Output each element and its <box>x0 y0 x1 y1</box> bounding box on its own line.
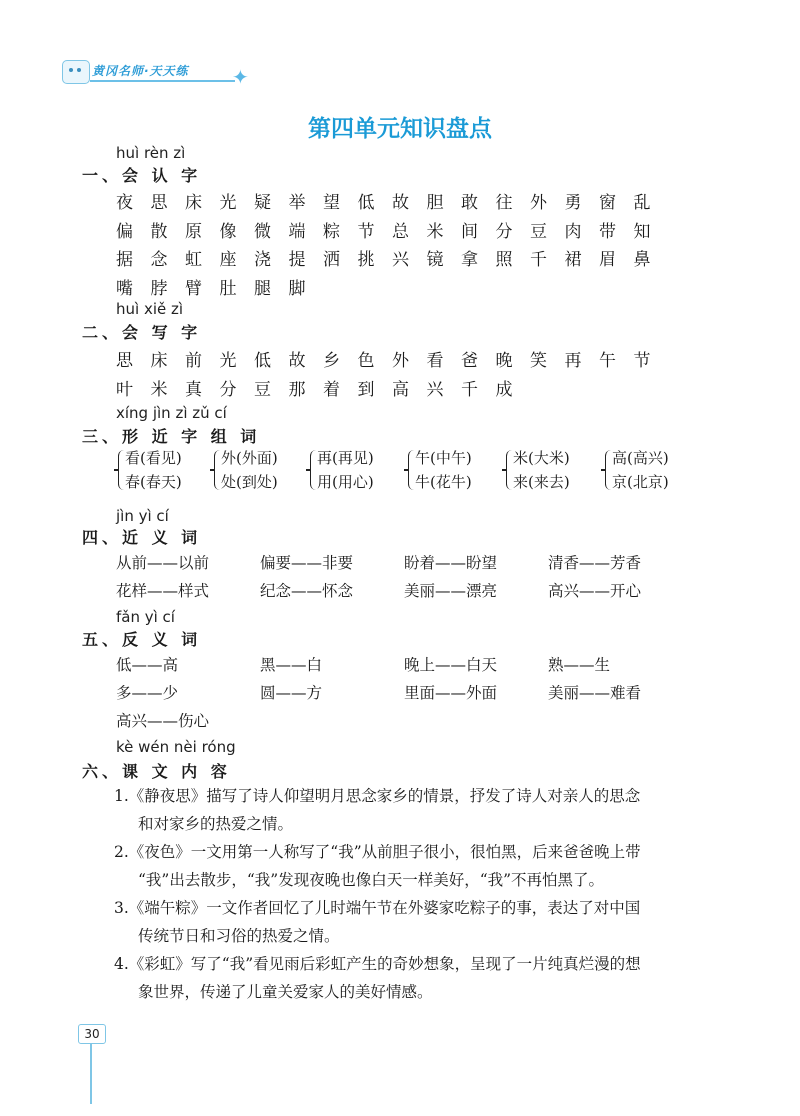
char-item: 米 <box>426 221 444 242</box>
word-pair-row <box>116 709 692 737</box>
word-pair-row <box>116 681 692 709</box>
char-item: 床 <box>185 193 202 213</box>
brace-icon <box>506 450 512 490</box>
similar-char-groups <box>118 447 718 497</box>
word-pair-row <box>116 579 692 607</box>
summary-line: 4.《彩虹》写了“我”看见雨后彩虹产生的奇妙想象，呈现了一片纯真烂漫的想 <box>114 955 641 973</box>
char-item: 千 <box>461 380 478 400</box>
char-item: 镜 <box>426 250 444 270</box>
similar-char-word: 处(到处) <box>221 473 278 491</box>
char-item: 洒 <box>323 250 340 270</box>
word-pair: 偏要——非要 <box>260 554 354 572</box>
char-item: 腿 <box>254 278 271 299</box>
char-row <box>116 346 668 375</box>
brand-text: 黄冈名师·天天练 <box>92 64 189 78</box>
char-item: 望 <box>323 193 340 213</box>
summary-continuation: “我”出去散步，“我”发现夜晚也像白天一样美好，“我”不再怕黑了。 <box>138 871 605 889</box>
section-pinyin: xíng jìn zì zǔ cí <box>116 404 227 422</box>
char-item: 裙 <box>564 250 582 270</box>
char-item: 带 <box>599 221 616 242</box>
char-item: 笑 <box>530 351 547 371</box>
char-item: 据 <box>116 250 133 270</box>
section-heading: 五、反 义 词 <box>82 630 202 649</box>
char-item: 原 <box>185 221 202 242</box>
similar-char-word: 米(大米) <box>513 449 570 467</box>
char-item: 叶 <box>116 380 133 400</box>
char-item: 鼻 <box>633 250 651 270</box>
similar-char-word: 午(中午) <box>415 449 472 467</box>
char-item: 故 <box>392 193 409 213</box>
word-pair: 晚上——白天 <box>404 656 498 674</box>
char-item: 低 <box>254 351 271 371</box>
similar-char-word: 高(高兴) <box>612 449 669 467</box>
section-heading: 二、会 写 字 <box>82 323 202 342</box>
char-item: 挑 <box>357 250 375 270</box>
brace-icon <box>408 450 414 490</box>
char-item: 照 <box>495 250 513 270</box>
char-row <box>116 375 668 404</box>
char-item: 臂 <box>185 278 202 299</box>
brace-icon <box>310 450 316 490</box>
char-item: 真 <box>185 380 202 400</box>
char-item: 前 <box>185 351 202 371</box>
page-title: 第四单元知识盘点 <box>308 116 492 142</box>
char-item: 粽 <box>323 221 340 242</box>
summary-line: 1.《静夜思》描写了诗人仰望明月思念家乡的情景，抒发了诗人对亲人的思念 <box>114 787 641 805</box>
section-heading: 四、近 义 词 <box>82 528 202 547</box>
section-heading: 六、课 文 内 容 <box>82 762 231 781</box>
summary-continuation: 和对家乡的热爱之情。 <box>138 815 294 833</box>
char-item: 虹 <box>185 250 202 270</box>
char-item: 肚 <box>219 278 237 299</box>
char-row <box>116 188 668 217</box>
char-item: 偏 <box>116 221 133 242</box>
star-icon: ✦ <box>232 65 249 89</box>
char-item: 像 <box>219 221 237 242</box>
word-pair: 多——少 <box>116 684 179 702</box>
char-item: 千 <box>530 250 547 270</box>
summary-line: 3.《端午粽》一文作者回忆了儿时端午节在外婆家吃粽子的事，表达了对中国 <box>114 899 641 917</box>
word-pair: 美丽——漂亮 <box>404 582 498 600</box>
char-item: 低 <box>357 193 375 213</box>
char-item: 乡 <box>323 351 340 371</box>
char-item: 高 <box>392 380 409 400</box>
char-item: 端 <box>288 221 306 242</box>
char-item: 间 <box>461 221 478 242</box>
char-item: 眉 <box>599 250 616 270</box>
char-item: 疑 <box>254 193 271 213</box>
char-item: 微 <box>254 221 271 242</box>
word-pair: 从前——以前 <box>116 554 210 572</box>
char-item: 节 <box>633 351 651 371</box>
char-item: 床 <box>150 351 168 371</box>
char-item: 午 <box>599 351 616 371</box>
char-item: 外 <box>530 193 547 213</box>
char-row <box>116 217 668 246</box>
char-item: 故 <box>288 351 306 371</box>
char-item: 浇 <box>254 250 271 270</box>
antonym-list <box>116 653 692 737</box>
char-item: 窗 <box>599 193 616 213</box>
char-item: 脚 <box>288 278 306 299</box>
brace-icon <box>214 450 220 490</box>
word-pair: 盼着——盼望 <box>404 554 498 572</box>
section-heading: 一、会 认 字 <box>82 166 202 185</box>
char-item: 分 <box>219 380 237 400</box>
char-item: 外 <box>392 351 409 371</box>
similar-char-word: 京(北京) <box>612 473 669 491</box>
char-item: 念 <box>150 250 168 270</box>
char-item: 勇 <box>564 193 582 213</box>
word-pair: 美丽——难看 <box>548 684 642 702</box>
char-item: 拿 <box>461 250 478 270</box>
brace-icon <box>118 450 124 490</box>
page-margin-line <box>90 1044 92 1104</box>
char-item: 总 <box>392 221 409 242</box>
char-item: 豆 <box>254 380 271 400</box>
page-number: 30 <box>78 1024 106 1044</box>
similar-char-word: 春(春天) <box>125 473 182 491</box>
word-pair: 纪念——怀念 <box>260 582 354 600</box>
section-pinyin: fǎn yì cí <box>116 608 175 626</box>
char-item: 到 <box>357 380 375 400</box>
word-pair: 黑——白 <box>260 656 323 674</box>
word-pair-row <box>116 653 692 681</box>
similar-char-word: 来(来去) <box>513 473 570 491</box>
brand-underline <box>90 80 235 82</box>
char-item: 肉 <box>564 221 582 242</box>
section-pinyin: jìn yì cí <box>116 507 169 525</box>
char-item: 光 <box>219 193 237 213</box>
char-item: 散 <box>150 221 168 242</box>
char-item: 思 <box>116 351 133 371</box>
section-pinyin: huì xiě zì <box>116 300 184 318</box>
char-item: 成 <box>495 380 513 400</box>
char-item: 再 <box>564 351 582 371</box>
char-grid <box>116 188 668 302</box>
char-item: 往 <box>495 193 513 213</box>
char-item: 思 <box>150 193 168 213</box>
char-item: 着 <box>323 380 340 400</box>
synonym-list <box>116 551 692 607</box>
similar-char-word: 再(再见) <box>317 449 374 467</box>
word-pair: 清香——芳香 <box>548 554 642 572</box>
char-item: 看 <box>426 351 444 371</box>
char-item: 提 <box>288 250 306 270</box>
char-item: 光 <box>219 351 237 371</box>
similar-char-word: 看(看见) <box>125 449 182 467</box>
word-pair: 圆——方 <box>260 684 323 702</box>
summary-continuation: 象世界，传递了儿童关爱家人的美好情感。 <box>138 983 433 1001</box>
word-pair: 里面——外面 <box>404 684 498 702</box>
section-pinyin: huì rèn zì <box>116 144 186 162</box>
word-pair-row <box>116 551 692 579</box>
char-item: 兴 <box>392 250 409 270</box>
char-item: 乱 <box>633 193 651 213</box>
word-pair: 低——高 <box>116 656 179 674</box>
section-heading: 三、形 近 字 组 词 <box>82 427 261 446</box>
similar-char-word: 外(外面) <box>221 449 278 467</box>
word-pair: 熟——生 <box>548 656 611 674</box>
char-item: 那 <box>288 380 306 400</box>
char-grid <box>116 346 668 404</box>
char-item: 座 <box>219 250 237 270</box>
char-item: 脖 <box>150 278 168 299</box>
char-item: 豆 <box>530 221 547 242</box>
word-pair: 高兴——开心 <box>548 582 642 600</box>
summary-continuation: 传统节日和习俗的热爱之情。 <box>138 927 340 945</box>
char-item: 举 <box>288 193 306 213</box>
char-item: 晚 <box>495 351 513 371</box>
char-item: 色 <box>357 351 375 371</box>
char-row <box>116 274 668 303</box>
brand-logo-icon <box>62 60 90 84</box>
section-pinyin: kè wén nèi róng <box>116 738 236 756</box>
brace-icon <box>605 450 611 490</box>
char-item: 米 <box>150 380 168 400</box>
word-pair: 高兴——伤心 <box>116 712 210 730</box>
char-item: 嘴 <box>116 278 133 299</box>
char-item: 知 <box>633 221 651 242</box>
word-pair: 花样——样式 <box>116 582 210 600</box>
char-item: 夜 <box>116 193 133 213</box>
char-item: 胆 <box>426 193 444 213</box>
char-item: 敢 <box>461 193 478 213</box>
summary-line: 2.《夜色》一文用第一人称写了“我”从前胆子很小，很怕黑，后来爸爸晚上带 <box>114 843 641 861</box>
char-item: 兴 <box>426 380 444 400</box>
similar-char-word: 牛(花牛) <box>415 473 472 491</box>
similar-char-word: 用(用心) <box>317 473 374 491</box>
char-item: 节 <box>357 221 375 242</box>
char-item: 分 <box>495 221 513 242</box>
char-row <box>116 245 668 274</box>
char-item: 爸 <box>461 351 478 371</box>
